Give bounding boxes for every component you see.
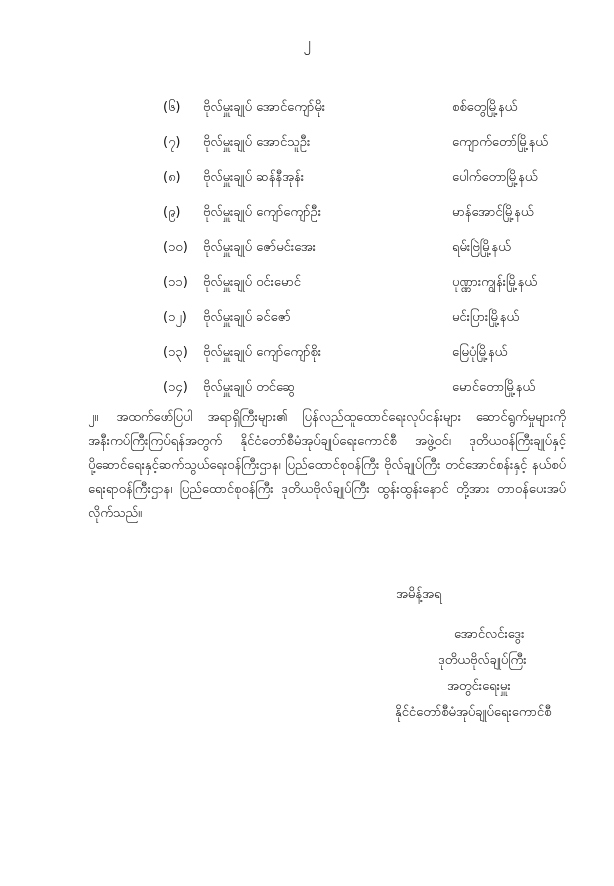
officer-name: ဗိုလ်မှူးချုပ် အောင်သူဦး xyxy=(203,135,311,150)
township-name: စစ်တွေမြို့နယ် xyxy=(452,100,518,115)
list-item xyxy=(0,133,614,168)
officer-name: ဗိုလ်မှူးချုပ် ဇော်မင်းအေး xyxy=(203,240,316,255)
paragraph-number: ၂။ xyxy=(88,410,99,425)
officer-name: ဗိုလ်မှူးချုပ် ခင်ဇော် xyxy=(203,310,291,325)
list-item xyxy=(0,98,614,133)
officer-name: ဗိုလ်မှူးချုပ် ကျော်ကျော်ဦး xyxy=(203,205,321,220)
assignment-list xyxy=(0,98,614,413)
list-item xyxy=(0,203,614,238)
item-number: (၆) xyxy=(163,100,181,115)
item-number: (၁၀) xyxy=(163,240,188,255)
page-number: ၂ xyxy=(303,34,311,52)
list-item xyxy=(0,168,614,203)
signatory-name: အောင်လင်းဒွေး xyxy=(454,627,525,642)
item-number: (၁၂) xyxy=(163,310,187,325)
item-number: (၁၁) xyxy=(163,275,188,290)
signatory-organization: နိုင်ငံတော်စီမံအုပ်ချုပ်ရေးကောင်စီ xyxy=(395,705,552,720)
item-number: (၉) xyxy=(163,205,181,220)
township-name: ပုဏ္ဏားကျွန်းမြို့နယ် xyxy=(452,275,537,290)
township-name: ပေါက်တောမြို့နယ် xyxy=(452,170,538,185)
list-item xyxy=(0,238,614,273)
officer-name: ဗိုလ်မှူးချုပ် အောင်ကျော်မိုး xyxy=(203,100,326,115)
signatory-rank: ဒုတိယဗိုလ်ချုပ်ကြီး xyxy=(438,653,527,668)
township-name: မာန်အောင်မြို့နယ် xyxy=(452,205,534,220)
signatory-role: အတွင်းရေးမှူး xyxy=(447,679,511,694)
township-name: မောင်တောမြို့နယ် xyxy=(452,380,536,395)
paragraph-text: အထက်ဖော်ပြပါ အရာရှိကြီးများ၏ ပြန်လည်ထူထောင်ရေးလုပ်ငန်းများ ဆောင်ရွက်မှုများကို အနီးကပ်ကြီးကြပ်ရန်အတွက် နိုင်ငံတော်စီမံအုပ်ချုပ်ရေးကောင်စီ အဖွဲ့ဝင်၊ ဒုတိယဝန်ကြီးချုပ်နှင့် ပို့ဆောင်ရေးနှင့်ဆက်သွယ်ရေးဝန်ကြီးဌာန၊ ပြည်ထောင်စုဝန်ကြီး ဗိုလ်ချုပ်ကြီး တင်အောင်စန်းနှင့် နယ်စပ်ရေးရာဝန်ကြီးဌာန၊ ပြည်ထောင်စုဝန်ကြီး ဒုတိယဗိုလ်ချုပ်ကြီး ထွန်းထွန်းနောင် တို့အား တာဝန်ပေးအပ်လိုက်သည်။ xyxy=(88,410,566,521)
township-name: မင်းပြားမြို့နယ် xyxy=(452,310,520,325)
item-number: (၇) xyxy=(163,135,181,150)
officer-name: ဗိုလ်မှူးချုပ် ဝင်းမောင် xyxy=(203,275,301,290)
officer-name: ဗိုလ်မှူးချုပ် ကျော်ကျော်စိုး xyxy=(203,345,322,360)
officer-name: ဗိုလ်မှူးချုပ် ဆန်နီအုန်း xyxy=(203,170,305,185)
item-number: (၁၄) xyxy=(163,380,188,395)
order-greeting: အမိန့်အရ xyxy=(396,587,442,602)
township-name: မြေပုံမြို့နယ် xyxy=(452,345,508,360)
township-name: ရမ်းဗြဲမြို့နယ် xyxy=(452,240,511,255)
list-item xyxy=(0,308,614,343)
officer-name: ဗိုလ်မှူးချုပ် တင်ဆွေ xyxy=(203,380,296,395)
township-name: ကျောက်တော်မြို့နယ် xyxy=(452,135,548,150)
assignment-paragraph xyxy=(88,406,566,526)
item-number: (၈) xyxy=(163,170,181,185)
item-number: (၁၃) xyxy=(163,345,188,360)
list-item xyxy=(0,343,614,378)
list-item xyxy=(0,273,614,308)
